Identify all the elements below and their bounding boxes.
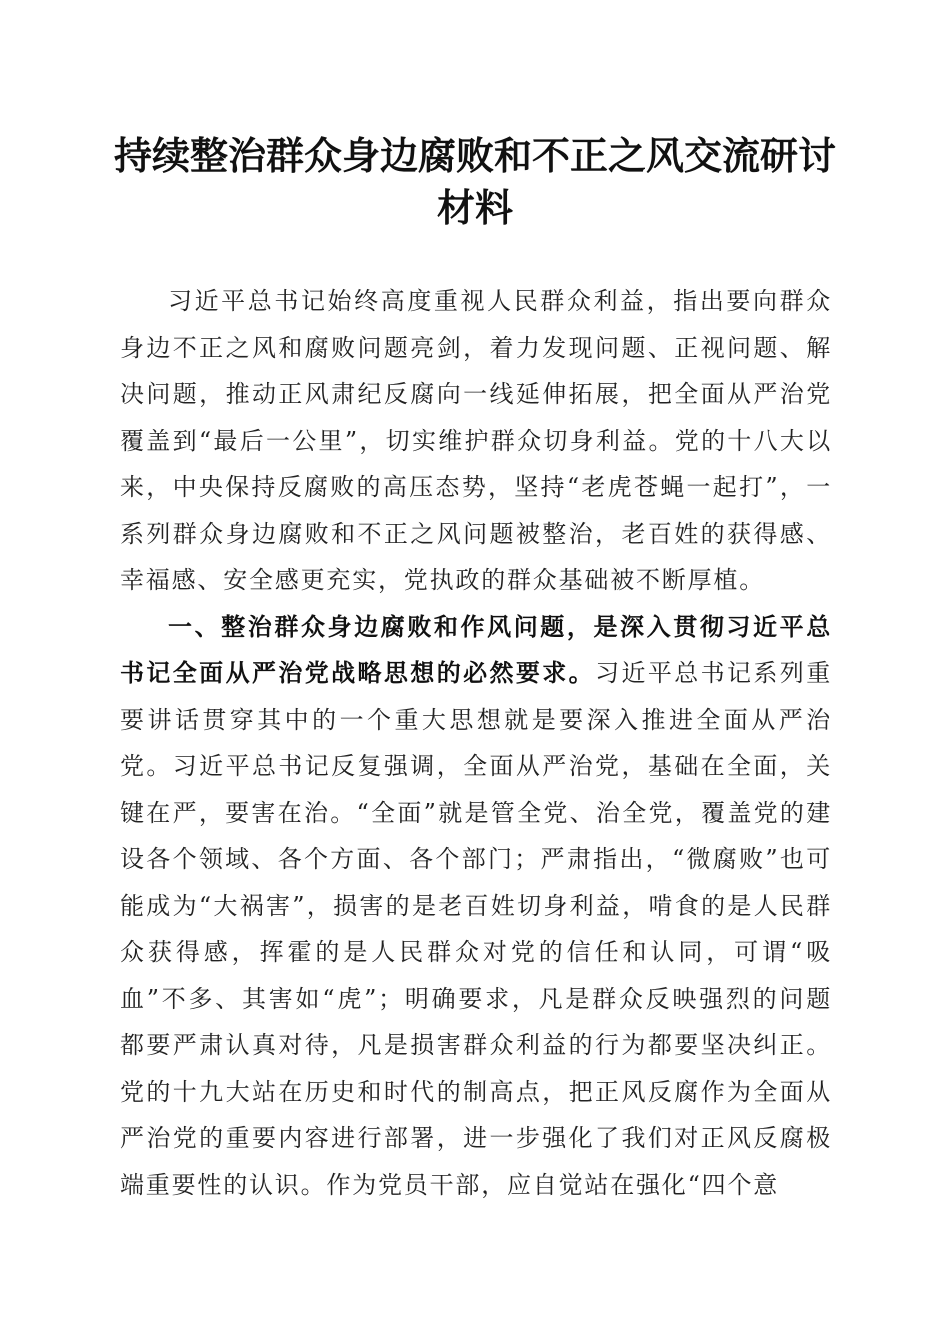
- section-one-body: 习近平总书记系列重要讲话贯穿其中的一个重大思想就是要深入推进全面从严治党。习近平总书记反复强调，全面从严治党，基础在全面，关键在严，要害在治。“全面”就是管全党、治全党，覆盖党的建设各个领域、各个方面、各个部门；严肃指出，“微腐败”也可能成为“大祸害”，损害的是老百姓切身利益，啃食的是人民群众获得感，挥霍的是人民群众对党的信任和认同，可谓“吸血”不多、其害如“虎”；明确要求，凡是群众反映强烈的问题都要严肃认真对待，凡是损害群众利益的行为都要坚决纠正。党的十九大站在历史和时代的制高点，把正风反腐作为全面从严治党的重要内容进行部署，进一步强化了我们对正风反腐极端重要性的认识。作为党员干部，应自觉站在强化“四个意: [120, 659, 832, 1199]
- section-one-heading: 一、整治群众身边腐败和作风问题，是深入贯彻习近平总书记全面从严治党战略思想的必然要求。: [120, 612, 832, 687]
- paragraph-section-one: [120, 604, 832, 1209]
- paragraph-intro: 习近平总书记始终高度重视人民群众利益，指出要向群众身边不正之风和腐败问题亮剑，着力发现问题、正视问题、解决问题，推动正风肃纪反腐向一线延伸拓展，把全面从严治党覆盖到“最后一公里”，切实维护群众切身利益。党的十八大以来，中央保持反腐败的高压态势，坚持“老虎苍蝇一起打”，一系列群众身边腐败和不正之风问题被整治，老百姓的获得感、幸福感、安全感更充实，党执政的群众基础被不断厚植。: [120, 287, 832, 594]
- document-title: 持续整治群众身边腐败和不正之风交流研讨材料: [113, 133, 836, 230]
- document-body: [120, 278, 832, 1208]
